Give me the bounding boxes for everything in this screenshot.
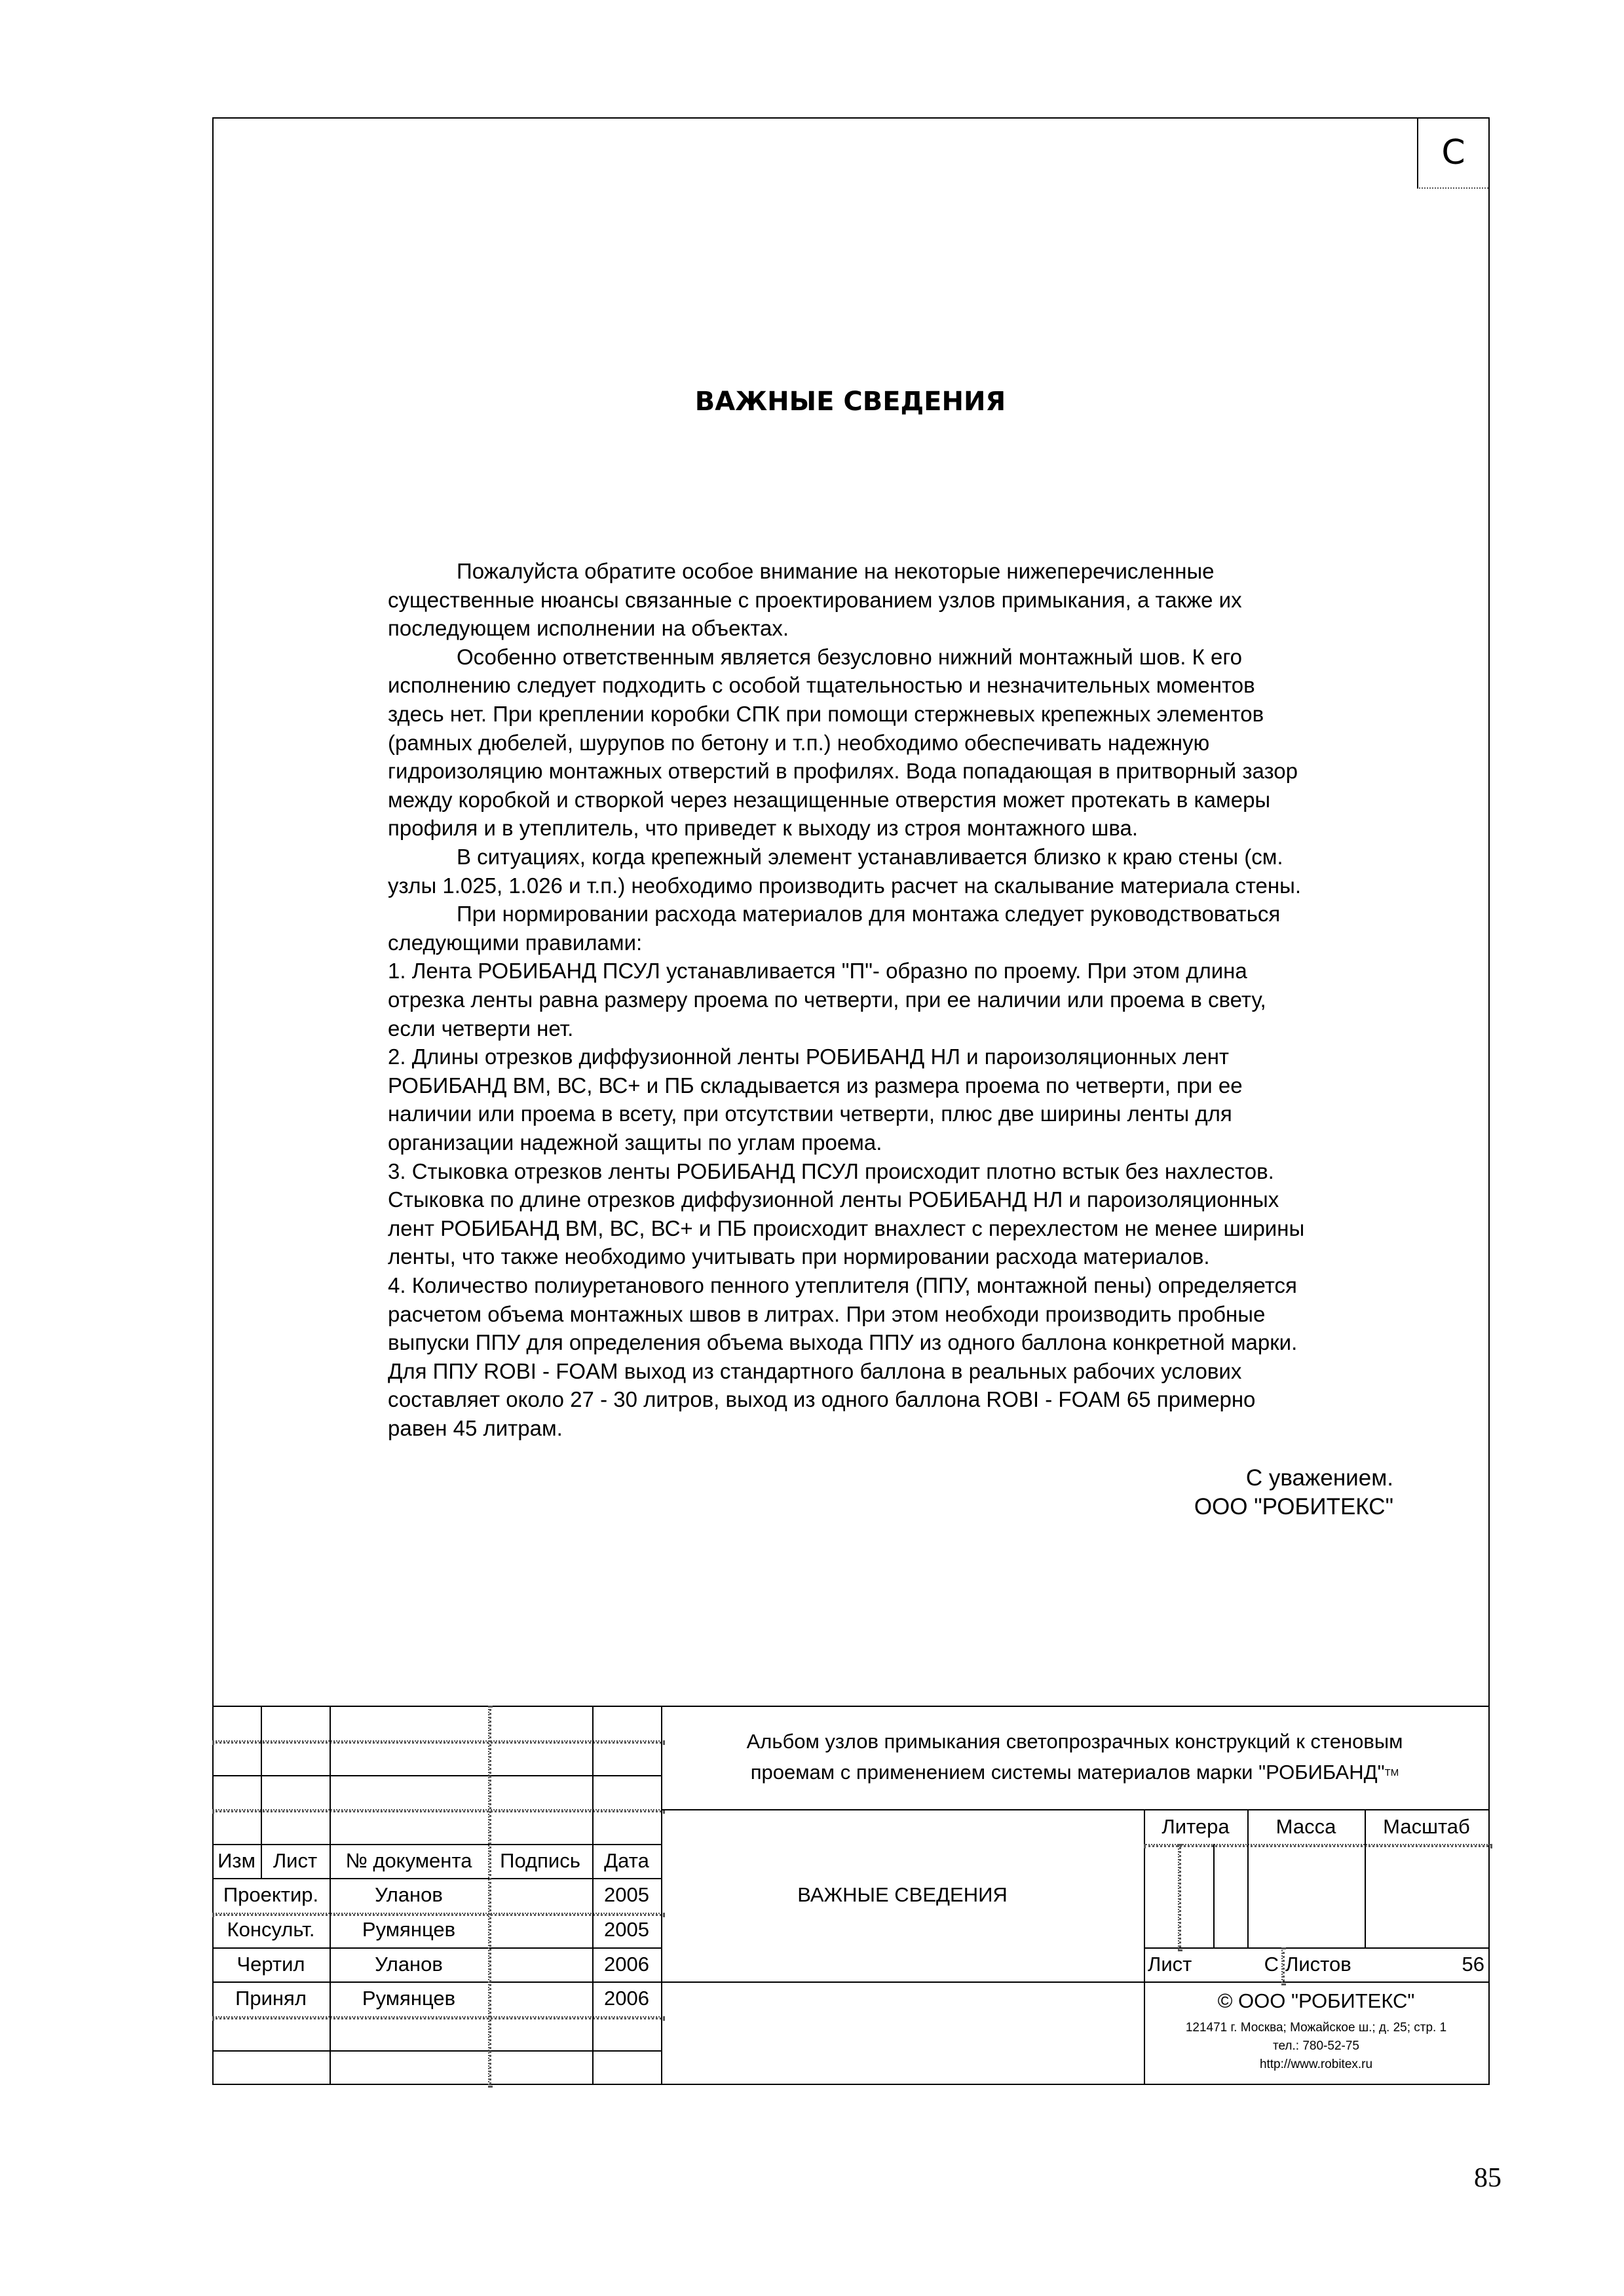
page-number: 85 <box>1474 2163 1501 2193</box>
body-line: Особенно ответственным является безусловно нижний монтажный шов. К его <box>457 644 1242 669</box>
sheets-label: Листов <box>1285 1953 1351 1976</box>
body-line: организации надежной защиты по углам проема. <box>388 1130 882 1155</box>
sheet-value: С <box>1264 1953 1279 1976</box>
litera-label: Литера <box>1161 1814 1230 1838</box>
title-block-name: Уланов <box>375 1883 443 1906</box>
scale-label: Масштаб <box>1383 1814 1470 1838</box>
body-line: 1. Лента РОБИБАНД ПСУЛ устанавливается "П"- образно по проему. При этом длина <box>388 959 1247 984</box>
body-line: 3. Стыковка отрезков ленты РОБИБАНД ПСУЛ происходит плотно встык без нахлестов. <box>388 1158 1274 1183</box>
title-block-name: Румянцев <box>362 1987 456 2010</box>
body-line: Пожалуйста обратите особое внимание на некоторые нижеперечисленные <box>457 559 1215 583</box>
body-line: здесь нет. При креплении коробки СПК при помощи стержневых крепежных элементов <box>388 702 1264 726</box>
album-title-text: проемам с применением системы материалов марки "РОБИБАНД" <box>750 1761 1385 1784</box>
grid-line <box>212 1809 665 1812</box>
title-block-role: Принял <box>235 1987 307 2010</box>
body-line: При нормировании расхода материалов для монтажа следует руководствоваться <box>457 902 1281 927</box>
sheet-code-box <box>1417 117 1488 189</box>
body-line: последующем исполнении на объектах. <box>388 616 789 641</box>
album-title-line1: Альбом узлов примыкания светопрозрачных конструкций к стеновым <box>746 1730 1403 1753</box>
body-line: наличии или проема в всету, при отсутствии четверти, плюс две ширины ленты для <box>388 1101 1232 1126</box>
grid-line <box>212 1740 665 1744</box>
header-signature: Подпись <box>500 1849 580 1872</box>
title-block-date: 2005 <box>604 1918 649 1941</box>
body-line: (рамных дюбелей, шурупов по бетону и т.п.) необходимо обеспечивать надежную <box>388 730 1210 755</box>
body-line: узлы 1.025, 1.026 и т.п.) необходимо производить расчет на скалывание материала стены. <box>388 873 1302 898</box>
title-block-name: Румянцев <box>362 1918 456 1941</box>
body-line: Для ППУ ROBI - FOAM выход из стандартного баллона в реальных рабочих услових <box>388 1358 1242 1383</box>
title-block-date: 2005 <box>604 1883 649 1906</box>
title-block-role: Проектир. <box>223 1883 319 1906</box>
grid-line <box>212 2016 665 2019</box>
grid-line <box>1144 1844 1492 1847</box>
body-line: составляет около 27 - 30 литров, выход из одного баллона ROBI - FOAM 65 примерно <box>388 1387 1256 1412</box>
header-document: № документа <box>345 1849 472 1872</box>
page-title: ВАЖНЫЕ СВЕДЕНИЯ <box>694 387 1006 417</box>
body-line: профиля и в утеплитель, что приведет к выходу из строя монтажного шва. <box>388 816 1139 841</box>
album-title-line2 <box>661 1755 1488 1789</box>
body-line: 2. Длины отрезков диффузионной ленты РОБИБАНД НЛ и пароизоляционных лент <box>388 1044 1230 1069</box>
grid-line <box>212 1706 1488 1707</box>
body-line: следующими правилами: <box>388 930 643 955</box>
body-line: исполнению следует подходить с особой тщательностью и незначительных моментов <box>388 673 1255 698</box>
body-line: отрезка ленты равна размеру проема по четверти, при ее наличии или проема в свету, <box>388 987 1266 1012</box>
grid-line <box>661 1981 1488 1983</box>
grid-line <box>1213 1844 1215 1947</box>
body-line: В ситуациях, когда крепежный элемент устанавливается близко к краю стены (см. <box>457 845 1283 869</box>
body-line: если четверти нет. <box>388 1016 574 1041</box>
grid-line <box>212 2050 661 2052</box>
body-line: равен 45 литрам. <box>388 1416 563 1440</box>
massa-label: Масса <box>1275 1814 1336 1838</box>
title-block-name: Уланов <box>375 1953 443 1976</box>
body-line: расчетом объема монтажных швов в литрах. При этом необходи производить пробные <box>388 1301 1266 1326</box>
drawing-title: ВАЖНЫЕ СВЕДЕНИЯ <box>797 1883 1008 1906</box>
company-name: © ООО "РОБИТЕКС" <box>1217 1989 1415 2012</box>
body-line: между коробкой и створкой через незащищенные отверстия может протекать в камеры <box>388 787 1271 812</box>
title-block-date: 2006 <box>604 1953 649 1976</box>
grid-line <box>212 1775 661 1776</box>
title-block-role: Консульт. <box>227 1918 315 1941</box>
grid-line <box>1281 1947 1285 1985</box>
header-izm: Изм <box>217 1849 255 1872</box>
body-line: 4. Количество полиуретанового пенного утеплителя (ППУ, монтажной пены) определяется <box>388 1273 1297 1297</box>
sheet-code: С <box>1441 132 1465 172</box>
body-line: гидроизоляцию монтажных отверстий в профилях. Вода попадающая в притворный зазор <box>388 759 1298 784</box>
sheet-label: Лист <box>1148 1953 1192 1976</box>
header-list: Лист <box>273 1849 318 1872</box>
company-phone: тел.: 780-52-75 <box>1273 2039 1359 2053</box>
title-block-date: 2006 <box>604 1987 649 2010</box>
grid-line <box>1178 1844 1181 1951</box>
title-block-role: Чертил <box>236 1953 305 1976</box>
signature-greeting: С уважением. <box>1245 1465 1393 1491</box>
signature-company: ООО "РОБИТЕКС" <box>1194 1494 1393 1520</box>
body-line: ленты, что также необходимо учитывать при нормировании расхода материалов. <box>388 1244 1210 1269</box>
body-line: РОБИБАНД ВМ, ВС, ВС+ и ПБ складывается из размера проема по четверти, при ее <box>388 1073 1243 1098</box>
sheets-value: 56 <box>1462 1953 1484 1976</box>
grid-line <box>488 1706 491 2088</box>
header-date: Дата <box>604 1849 649 1872</box>
trademark: TM <box>1384 1767 1399 1778</box>
body-line: Стыковка по длине отрезков диффузионной ленты РОБИБАНД НЛ и пароизоляционных <box>388 1187 1279 1212</box>
body-line: выпуски ППУ для определения объема выхода ППУ из одного баллона конкретной марки. <box>388 1330 1298 1355</box>
company-url: http://www.robitex.ru <box>1259 2057 1373 2071</box>
body-line: существенные нюансы связанные с проектированием узлов примыкания, а также их <box>388 587 1242 612</box>
body-line: лент РОБИБАНД ВМ, ВС, ВС+ и ПБ происходит внахлест с перехлестом не менее ширины <box>388 1215 1305 1240</box>
company-address: 121471 г. Москва; Можайское ш.; д. 25; стр. 1 <box>1185 2021 1447 2035</box>
